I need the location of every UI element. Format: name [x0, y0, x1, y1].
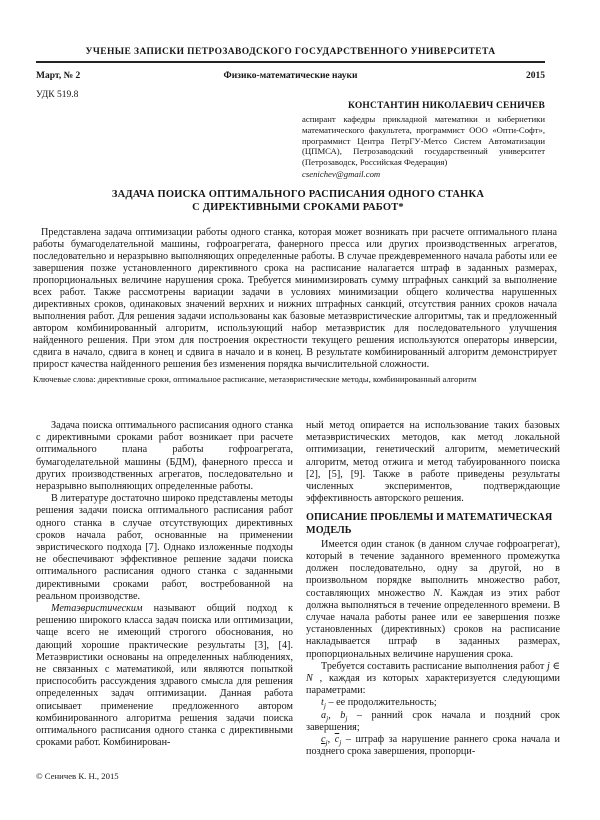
section-heading: ОПИСАНИЕ ПРОБЛЕМЫ И МАТЕМАТИЧЕСКАЯ МОДЕЛЬ	[306, 512, 553, 536]
right-paragraph-1: ный метод опирается на использование таких базовых метаэвристических методов, как метод локальной оптимизации, генетический алгоритм, меметический алгоритм, метод отжига и метод табуированного поиска [2], [5], [9]. Также в работе приведены результаты численных экспериментов, подтверждающие эффективность авторского решения.	[306, 420, 560, 505]
math-var-c-lower: $c_j$	[321, 734, 328, 748]
param-line-duration	[306, 697, 560, 709]
math-var-c-upper: $\overline{c}_j$	[334, 734, 342, 748]
article-title-line2: С ДИРЕКТИВНЫМИ СРОКАМИ РАБОТ*	[192, 202, 404, 213]
author-block	[302, 101, 545, 179]
param-separator: ,	[327, 734, 335, 746]
right-paragraph-3-pre: Требуется составить расписание выполнения работ	[321, 660, 548, 672]
author-affiliation: аспирант кафедры прикладной математики и кибернетики математического факультета, программист ООО «Опти-Софт», программист Центра ПетрГУ-Метсо Систем Автоматизации (ЦПМСА), Петрозаводский государственный университет (Петрозаводск, Российская Федерация)	[302, 114, 545, 168]
journal-title: УЧЕНЫЕ ЗАПИСКИ ПЕТРОЗАВОДСКОГО ГОСУДАРСТВЕННОГО УНИВЕРСИТЕТА	[85, 47, 496, 57]
body-columns	[36, 420, 560, 770]
abstract-text: Представлена задача оптимизации работы одного станка, которая может возникать при расчете оптимального плана работы бумагоделательной машины, гофроагрегата, фанерного пресса или других производственных агрегатов, последовательно и неразрывно выполняющих определенные работы. В случае преждевременного начала работы или ее завершения позже установленного директивного срока на расписание налагается штраф в заданных размерах, пропорциональных величине нарушения срока. Требуется минимизировать сумму штрафных санкций за выполнение всех работ. Также рассмотрены вариации задачи в условиях минимизации общего количества нарушенных директивных сроков, одинаковых значений верхних и нижних штрафных санкций, отсутствия ранних сроков начала выполнения работ. Для решения задачи использованы как базовые метаэвристические алгоритмы, так и предложенный автором комбинированный алгоритм, использующий набор метаэвристик для последовательного улучшения найденного решения. При этом для построения окрестности текущего решения используются операторы инверсии, сдвига в начало, сдвига в конец и сдвига в начало и в конец. В результате комбинированный алгоритм демонстрирует прирост качества найденного решения без изменения порядка вычислительной сложности.	[33, 227, 557, 370]
right-paragraph-2-pre: Имеется один станок (в данном случае гофроагрегат), который в течение заданного временного промежутка должен последовательно, одну за другой, но в произвольном порядке выполнить множество работ, составляющих множество	[306, 538, 560, 599]
author-email: csenichev@gmail.com	[302, 168, 381, 179]
param-penalties-text: – штраф за нарушение раннего срока начала и позднего срока завершения, пропорци-	[306, 734, 560, 758]
issue-year: 2015	[526, 71, 545, 81]
math-expr-j-in-N: j ∈ N	[306, 660, 560, 685]
right-paragraph-3	[306, 661, 560, 698]
keywords-text: директивные сроки, оптимальное расписание, метаэвристические методы, комбинированный алгоритм	[95, 374, 477, 384]
abstract-block	[33, 227, 557, 418]
term-metaheuristic: Метаэвристическим	[51, 603, 143, 615]
copyright-note: © Сеничев К. Н., 2015	[36, 771, 119, 781]
issue-info-row	[36, 71, 545, 81]
keywords-line	[33, 374, 557, 385]
issue-section: Физико-математические науки	[223, 71, 358, 81]
right-paragraph-2-post: . Каждая из этих работ должна выполняться в течение определенного времени. В случае начала работы ранее или ее завершения позже установленных (директивных) сроков на расписание накладывается штраф в заданных размерах, пропорциональных величине нарушения срока.	[306, 587, 560, 660]
left-paragraph-2: В литературе достаточно широко представлены методы решения задачи поиска оптимального расписания работ одного станка в случае отсутствующих директивных сроков начала работ, основанные на применении эвристического подхода [7]. Однако изложенные подходы не обеспечивают эффективное решение задачи поиска оптимального расписания одного станка с заданными директивными сроками работ, востребованной на реальном производстве.	[36, 493, 293, 602]
header-divider	[36, 61, 545, 63]
math-var-N: N	[433, 587, 440, 599]
left-paragraph-3	[36, 603, 293, 749]
param-separator: ,	[328, 709, 341, 721]
param-duration-text: – ее продолжительность;	[325, 697, 437, 709]
author-name: КОНСТАНТИН НИКОЛАЕВИЧ СЕНИЧЕВ	[347, 101, 545, 111]
article-title	[31, 188, 565, 214]
issue-month: Март, № 2	[36, 71, 81, 81]
math-var-t: $t_j$	[321, 697, 326, 711]
left-paragraph-1: Задача поиска оптимального расписания одного станка с директивными сроками работ возникает при расчете оптимального плана работы гофроагрегата, бумагоделательной машины (БДМ), фанерного пресса и других производственных агрегатов, последовательно и неразрывно выполняющих определенные работы.	[36, 420, 293, 493]
column-left	[36, 420, 293, 749]
udc-code: УДК 519.8	[36, 90, 79, 100]
left-paragraph-3-rest: называют общий подход к решению широкого класса задач поиска или оптимизации, чаще всего не имеющий строгого обоснования, но дающий хорошие практические результаты [3], [4]. Метаэвристики основаны на определенных наблюдениях, не связанных с математикой, или являются попыткой приспособить рассуждения здравого смысла для решения определенных задач оптимизации. Данная работа описывает применение предложенного автором комбинированного алгоритма решения задачи поиска оптимального расписания одного станка с директивными сроками работ. Комбинирован-	[36, 603, 293, 749]
right-paragraph-2	[306, 539, 560, 661]
param-deadlines-text: – ранний срок начала и поздний срок завершения;	[306, 709, 560, 733]
keywords-label: Ключевые слова:	[33, 374, 96, 384]
math-var-a: $a_j$	[321, 709, 329, 723]
math-var-b: $b_j$	[340, 709, 348, 723]
right-paragraph-3-post: , каждая из которых характеризуется следующими параметрами:	[306, 673, 560, 697]
param-line-deadlines	[306, 710, 560, 734]
param-line-penalties	[306, 734, 560, 758]
column-right	[306, 420, 560, 758]
article-title-line1: ЗАДАЧА ПОИСКА ОПТИМАЛЬНОГО РАСПИСАНИЯ ОДНОГО СТАНКА	[111, 189, 485, 200]
